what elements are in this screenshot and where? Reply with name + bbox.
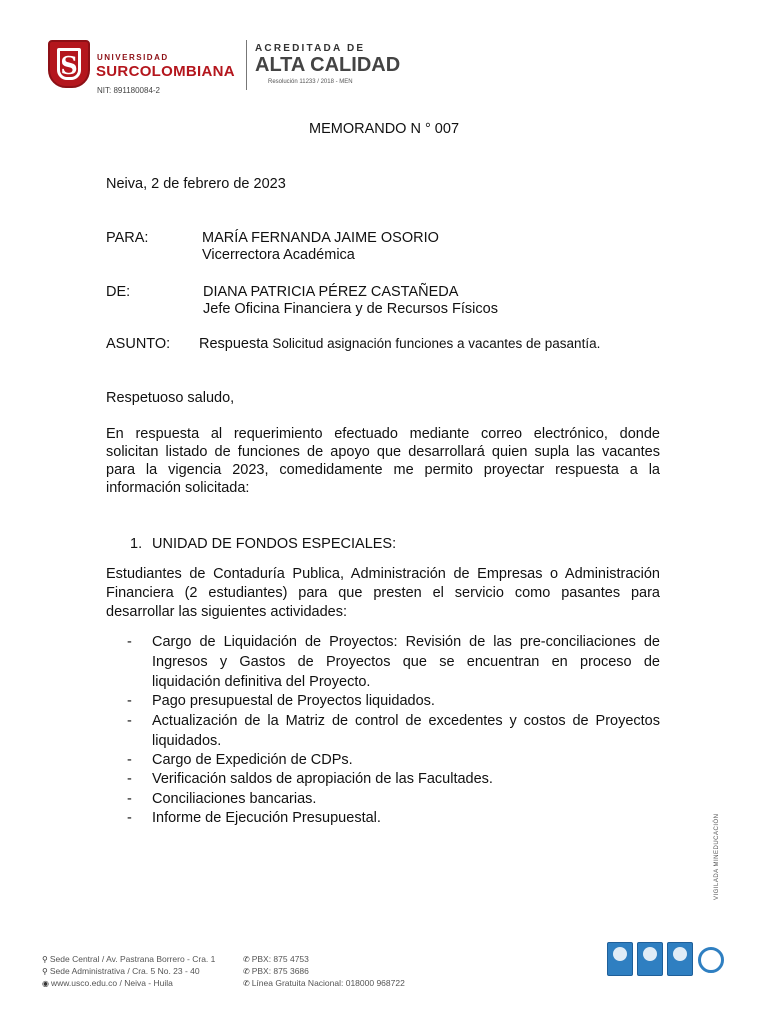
bullet-line: Verificación saldos de apropiación de las Facultades.	[152, 771, 493, 787]
greeting: Respetuoso saludo,	[106, 390, 235, 406]
university-label: UNIVERSIDAD	[97, 53, 169, 62]
phone-icon: ✆	[243, 967, 250, 976]
bullet-line: Conciliaciones bancarias.	[152, 791, 317, 807]
memo-title: MEMORANDO N ° 007	[308, 121, 460, 137]
section-line: desarrollar las siguientes actividades:	[106, 604, 347, 620]
asunto-text: Solicitud asignación funciones a vacantes de pasantía.	[272, 336, 601, 351]
bullet-dash: -	[127, 752, 132, 768]
bullet-dash: -	[127, 771, 132, 787]
intro-line: información solicitada:	[106, 480, 250, 496]
intro-line: En respuesta al requerimiento efectuado mediante correo electrónico, donde	[106, 426, 660, 442]
section-title: UNIDAD DE FONDOS ESPECIALES:	[152, 536, 397, 552]
para-label: PARA:	[106, 230, 149, 246]
section-line: Estudiantes de Contaduría Publica, Administración de Empresas o Administración	[106, 566, 660, 582]
address-text: Sede Central / Av. Pastrana Borrero - Cra. 1	[49, 954, 216, 964]
footer-phone	[243, 954, 309, 964]
location-icon: ⚲	[42, 955, 48, 964]
accreditation-title: ALTA CALIDAD	[255, 54, 401, 76]
intro-line: solicitan listado de funciones de apoyo que desarrollará quien supla las vacantes	[106, 444, 660, 460]
de-role: Jefe Oficina Financiera y de Recursos Físicos	[203, 301, 498, 317]
accreditation-label: ACREDITADA DE	[255, 43, 366, 54]
accreditation-resolution: Resolución 11233 / 2018 - MEN	[268, 79, 353, 85]
website-text[interactable]: www.usco.edu.co / Neiva - Huila	[50, 978, 173, 988]
iqnet-seal-icon	[698, 947, 724, 973]
vigilada-mineducacion: VIGILADA MINEDUCACIÓN	[714, 813, 720, 900]
header-divider	[246, 40, 247, 90]
bullet-line: Pago presupuestal de Proyectos liquidados.	[152, 693, 435, 709]
bullet-line: Informe de Ejecución Presupuestal.	[152, 810, 381, 826]
section-line: Financiera (2 estudiantes) para que presten el servicio como pasantes para	[106, 585, 660, 601]
footer-phone	[243, 978, 405, 988]
footer-website[interactable]	[42, 978, 173, 988]
footer-address	[42, 954, 215, 964]
para-name: MARÍA FERNANDA JAIME OSORIO	[202, 230, 439, 246]
section-number: 1.	[130, 536, 143, 552]
bullet-line: Cargo de Liquidación de Proyectos: Revisión de las pre-conciliaciones de	[152, 634, 660, 650]
footer-address	[42, 966, 200, 976]
asunto-prefix: Respuesta	[199, 336, 269, 352]
bullet-dash: -	[127, 791, 132, 807]
globe-icon: ◉	[42, 979, 49, 988]
asunto-label: ASUNTO:	[106, 336, 171, 352]
certification-seal-icon	[607, 942, 633, 976]
bullet-dash: -	[127, 810, 132, 826]
intro-line: para la vigencia 2023, comedidamente me permito proyectar respuesta a la	[106, 462, 660, 478]
de-label: DE:	[106, 284, 131, 300]
certification-seal-icon	[667, 942, 693, 976]
nit-number: NIT: 891180084-2	[97, 86, 161, 95]
de-name: DIANA PATRICIA PÉREZ CASTAÑEDA	[203, 284, 459, 300]
memo-date: Neiva, 2 de febrero de 2023	[106, 176, 286, 192]
phone-text: Línea Gratuita Nacional: 018000 968722	[251, 978, 405, 988]
logo-letter: S	[57, 48, 81, 80]
phone-icon: ✆	[243, 955, 250, 964]
bullet-line: liquidados.	[152, 733, 222, 749]
phone-text: PBX: 875 4753	[251, 954, 309, 964]
university-name: SURCOLOMBIANA	[96, 63, 235, 80]
location-icon: ⚲	[42, 967, 48, 976]
asunto-value	[199, 335, 600, 353]
bullet-line: Actualización de la Matriz de control de excedentes y costos de Proyectos	[152, 713, 660, 729]
bullet-dash: -	[127, 693, 132, 709]
certification-seal-icon	[637, 942, 663, 976]
bullet-line: liquidación definitiva del Proyecto.	[152, 674, 371, 690]
footer-phone	[243, 966, 309, 976]
bullet-line: Cargo de Expedición de CDPs.	[152, 752, 353, 768]
university-logo-shield	[48, 40, 90, 88]
para-role: Vicerrectora Académica	[202, 247, 355, 263]
address-text: Sede Administrativa / Cra. 5 No. 23 - 40	[49, 966, 200, 976]
phone-text: PBX: 875 3686	[251, 966, 309, 976]
bullet-dash: -	[127, 634, 132, 650]
phone-icon: ✆	[243, 979, 250, 988]
bullet-line: Ingresos y Gastos de Proyectos que se encuentran en proceso de	[152, 654, 660, 670]
bullet-dash: -	[127, 713, 132, 729]
